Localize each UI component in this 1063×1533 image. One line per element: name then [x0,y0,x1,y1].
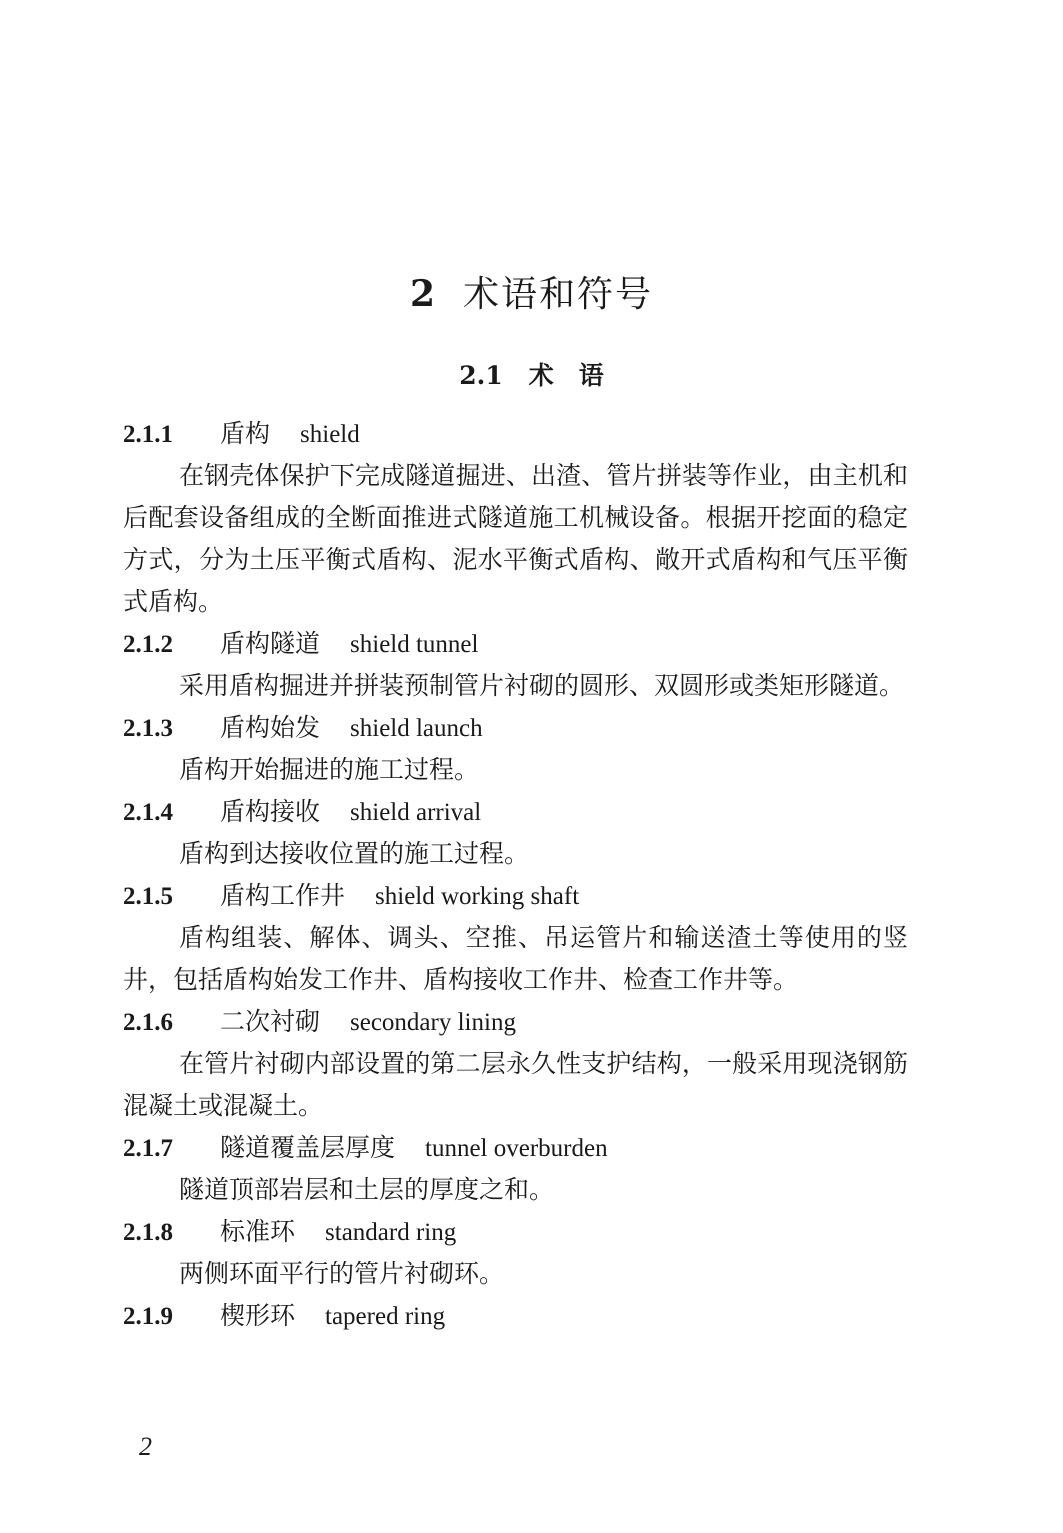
term-english: tapered ring [325,1303,446,1330]
term-chinese: 盾构 [220,419,271,448]
term-definition: 在钢壳体保护下完成隧道掘进、出渣、管片拼装等作业，由主机和后配套设备组成的全断面推进式隧道施工机械设备。根据开挖面的稳定方式，分为土压平衡式盾构、泥水平衡式盾构、敞开式盾构和气压平衡式盾构。 [123,461,908,616]
term-definition: 在管片衬砌内部设置的第二层永久性支护结构，一般采用现浇钢筋混凝土或混凝土。 [123,1049,908,1120]
term-heading [123,1001,908,1043]
section-number: 2.1 [459,361,503,390]
term-number: 2.1.8 [123,1219,173,1246]
term-english: secondary lining [350,1009,516,1036]
term-english: tunnel overburden [425,1135,608,1162]
section-name: 术 语 [528,361,604,390]
term-definition: 盾构到达接收位置的施工过程。 [179,839,530,868]
term-heading [123,1127,908,1169]
term-english: shield arrival [350,799,482,826]
term-heading [123,875,908,917]
term-heading [123,413,908,455]
page-number: 2 [139,1432,152,1461]
term-definition: 隧道顶部岩层和土层的厚度之和。 [179,1175,555,1204]
term-heading [123,1211,908,1253]
term-definition: 两侧环面平行的管片衬砌环。 [179,1259,505,1288]
term-entry [123,791,908,875]
term-english: shield [300,421,360,448]
term-heading [123,1295,908,1337]
term-definition: 采用盾构掘进并拼装预制管片衬砌的圆形、双圆形或类矩形隧道。 [179,671,905,700]
chapter-number: 2 [409,273,438,315]
term-english: shield working shaft [375,883,580,910]
term-heading [123,623,908,665]
term-definition: 盾构组装、解体、调头、空推、吊运管片和输送渣土等使用的竖井，包括盾构始发工作井、盾构接收工作井、检查工作井等。 [123,923,908,994]
term-chinese: 盾构接收 [220,797,321,826]
term-entry [123,707,908,791]
term-english: standard ring [325,1219,457,1246]
term-entry [123,1211,908,1295]
term-heading [123,791,908,833]
chapter-title [0,266,1063,317]
section-title [0,356,1063,392]
term-chinese: 盾构始发 [220,713,321,742]
term-number: 2.1.1 [123,421,173,448]
chapter-name: 术语和符号 [463,274,654,315]
term-entry [123,1127,908,1211]
term-chinese: 盾构工作井 [220,881,346,910]
term-english: shield tunnel [350,631,479,658]
term-entry [123,1295,908,1337]
term-number: 2.1.3 [123,715,173,742]
term-english: shield launch [350,715,483,742]
term-chinese: 二次衬砌 [220,1007,321,1036]
term-number: 2.1.7 [123,1135,173,1162]
term-number: 2.1.6 [123,1009,173,1036]
term-list [123,413,908,1337]
term-chinese: 楔形环 [220,1301,296,1330]
term-chinese: 盾构隧道 [220,629,321,658]
term-chinese: 隧道覆盖层厚度 [220,1133,396,1162]
term-entry [123,623,908,707]
term-entry [123,875,908,1001]
term-chinese: 标准环 [220,1217,296,1246]
term-number: 2.1.2 [123,631,173,658]
term-heading [123,707,908,749]
term-entry [123,1001,908,1127]
term-entry [123,413,908,623]
term-number: 2.1.9 [123,1303,173,1330]
term-definition: 盾构开始掘进的施工过程。 [179,755,480,784]
term-number: 2.1.5 [123,883,173,910]
term-number: 2.1.4 [123,799,173,826]
